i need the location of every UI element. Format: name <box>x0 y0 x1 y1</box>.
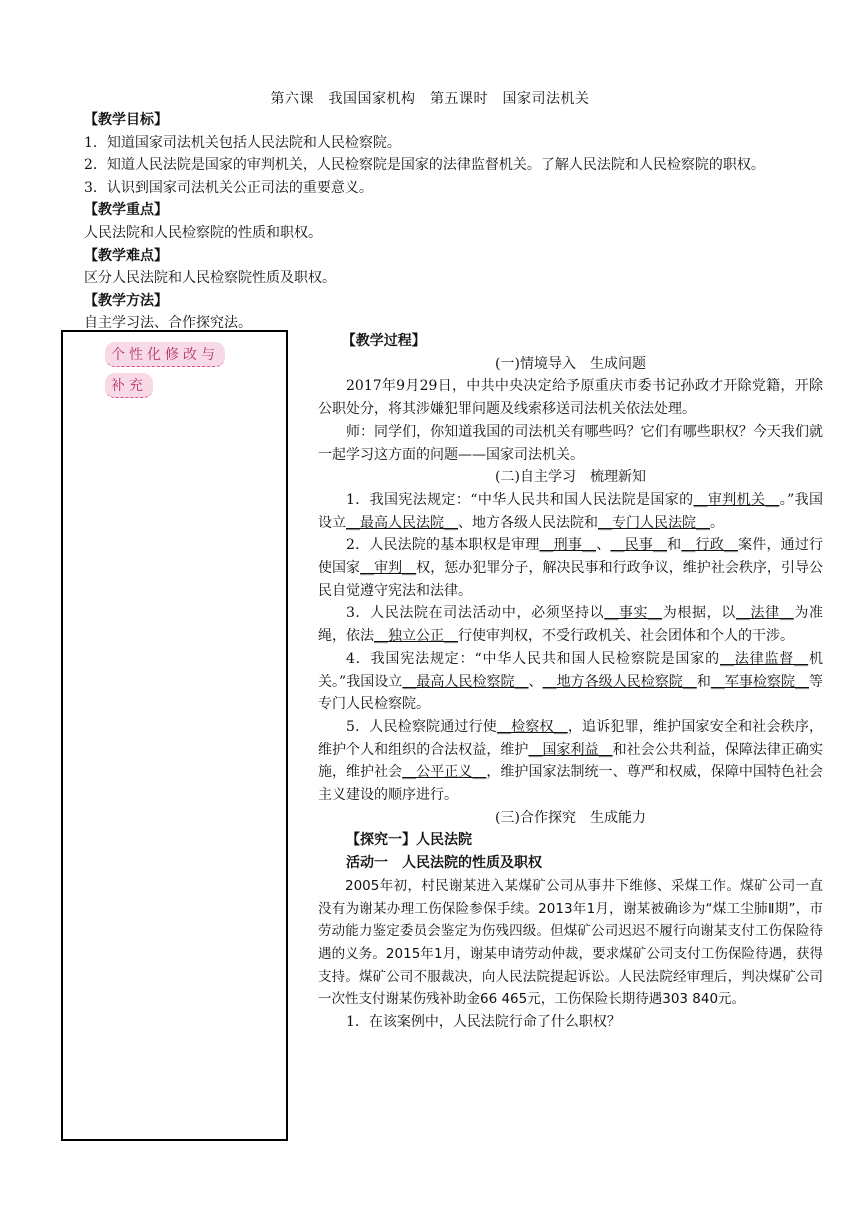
answer-blank: __地方各级人民检察院__ <box>542 673 697 690</box>
question-text: 等专门人民检察院。 <box>318 673 824 713</box>
question-text: 。 <box>710 514 724 531</box>
question-text: 和社会公共利益，保障法律正确实施，维护社会 <box>318 741 824 781</box>
goal-item: 3．认识到国家司法机关公正司法的重要意义。 <box>84 179 373 196</box>
question-text: 、 <box>528 673 543 690</box>
goal-item: 1．知道国家司法机关包括人民法院和人民检察院。 <box>84 134 401 151</box>
question-text: 、 <box>596 537 611 554</box>
lesson-header <box>84 109 824 335</box>
answer-blank: __刑事__ <box>539 537 597 554</box>
difficulty-text: 区分人民法院和人民检察院性质及职权。 <box>84 270 336 287</box>
question-text: 行使审判权，不受行政机关、社会团体和个人的干涉。 <box>458 628 794 645</box>
goals-heading: 【教学目标】 <box>84 112 168 128</box>
question-text: 为根据，以 <box>662 605 736 622</box>
question-text: 和 <box>667 537 682 554</box>
key-heading: 【教学重点】 <box>84 202 168 219</box>
question-text: 、地方各级人民法院和 <box>458 514 598 531</box>
process-heading: 【教学过程】 <box>341 333 426 349</box>
answer-blank: __公平正义__ <box>402 764 487 781</box>
fill-question <box>318 648 823 716</box>
fill-question <box>318 716 823 807</box>
section-heading: (一)情境导入 生成问题 <box>495 355 646 372</box>
answer-blank: __独立公正__ <box>374 628 458 645</box>
answer-blank: __行政__ <box>681 537 738 554</box>
case-text: 2005年初，村民谢某进入某煤矿公司从事井下维修、采煤工作。煤矿公司一直没有为谢某办理工伤保险参保手续。2013年1月，谢某被确诊为“煤工尘肺Ⅱ期”，市劳动能力鉴定委员会鉴定为伤残四级。但煤矿公司迟迟不履行向谢某支付工伤保险待遇的义务。2015年1月，谢某申请劳动仲裁，要求煤矿公司支付工伤保险待遇，获得支持。煤矿公司不服裁决，向人民法院提起诉讼。人民法院经审理后，判决煤矿公司一次性支付谢某伤残补助金66 465元，工伤保险长期待遇303 840元。 <box>318 877 823 1008</box>
answer-blank: __专门人民法院__ <box>598 514 710 531</box>
badge-line: 个性化修改与 <box>105 342 225 367</box>
activity-heading: 活动一 人民法院的性质及职权 <box>346 855 542 872</box>
question-text: 机关。”我国设立 <box>318 650 823 690</box>
method-text: 自主学习法、合作探究法。 <box>84 315 252 332</box>
answer-blank: __法律监督__ <box>719 650 809 667</box>
key-text: 人民法院和人民检察院的性质和职权。 <box>84 224 322 241</box>
question-text: 3．人民法院在司法活动中，必须坚持以 <box>346 605 605 622</box>
section-heading: (三)合作探究 生成能力 <box>495 809 646 826</box>
question-text: 案件，通过行使国家 <box>318 537 824 577</box>
answer-blank: __最高人民法院__ <box>346 514 458 531</box>
answer-blank: __检察权__ <box>496 718 568 735</box>
section-heading: (二)自主学习 梳理新知 <box>495 469 646 486</box>
fill-question <box>318 534 823 602</box>
question-text: 4．我国宪法规定：“中华人民共和国人民检察院是国家的 <box>346 650 720 667</box>
question-text: 和 <box>696 673 711 690</box>
question-text: 。”我国设立 <box>318 491 823 531</box>
fill-question <box>318 489 823 534</box>
badge-line: 补充 <box>105 373 153 398</box>
method-heading: 【教学方法】 <box>84 292 168 309</box>
answer-blank: __法律__ <box>735 605 794 622</box>
answer-blank: __最高人民检察院__ <box>402 673 529 690</box>
answer-blank: __军事检察院__ <box>710 673 809 690</box>
question-text: 5．人民检察院通过行使 <box>346 718 497 735</box>
question-text: 权，惩办犯罪分子，解决民事和行政争议，维护社会秩序，引导公民自觉遵守宪法和法律。 <box>318 560 824 599</box>
page-title: 第六课 我国国家机构 第五课时 国家司法机关 <box>270 91 590 107</box>
question-text: ，维护国家法制统一、尊严和权威，保障中国特色社会主义建设的顺序进行。 <box>318 764 824 804</box>
personalize-badge <box>105 342 245 404</box>
answer-blank: __国家利益__ <box>528 741 613 758</box>
question-text: ，追诉犯罪，维护国家安全和社会秩序，维护个人和组织的合法权益，维护 <box>318 718 824 758</box>
answer-blank: __事实__ <box>604 605 663 622</box>
answer-blank: __民事__ <box>610 537 667 554</box>
explore-heading: 【探究一】人民法院 <box>346 832 472 849</box>
question-text: 为准绳，依法 <box>318 605 824 645</box>
question-text: 1．我国宪法规定：“中华人民共和国人民法院是国家的 <box>346 491 694 508</box>
notes-sidebar-box <box>61 330 288 1141</box>
answer-blank: __审判机关__ <box>693 491 780 508</box>
question: 1．在该案例中，人民法院行命了什么职权？ <box>346 1014 621 1031</box>
paragraph: 2017年9月29日，中共中央决定给予原重庆市委书记孙政才开除党籍，开除公职处分，将其涉嫌犯罪问题及线索移送司法机关依法处理。 <box>318 378 823 418</box>
paragraph: 师：同学们，你知道我国的司法机关有哪些吗？它们有哪些职权？今天我们就一起学习这方面的问题——国家司法机关。 <box>318 423 823 463</box>
fill-question <box>318 602 823 647</box>
question-text: 2．人民法院的基本职权是审理 <box>346 537 540 554</box>
difficulty-heading: 【教学难点】 <box>84 247 168 264</box>
answer-blank: __审判__ <box>360 560 417 577</box>
teaching-process <box>318 330 823 1034</box>
goal-item: 2．知道人民法院是国家的审判机关，人民检察院是国家的法律监督机关。了解人民法院和人民检察院的职权。 <box>84 157 765 174</box>
